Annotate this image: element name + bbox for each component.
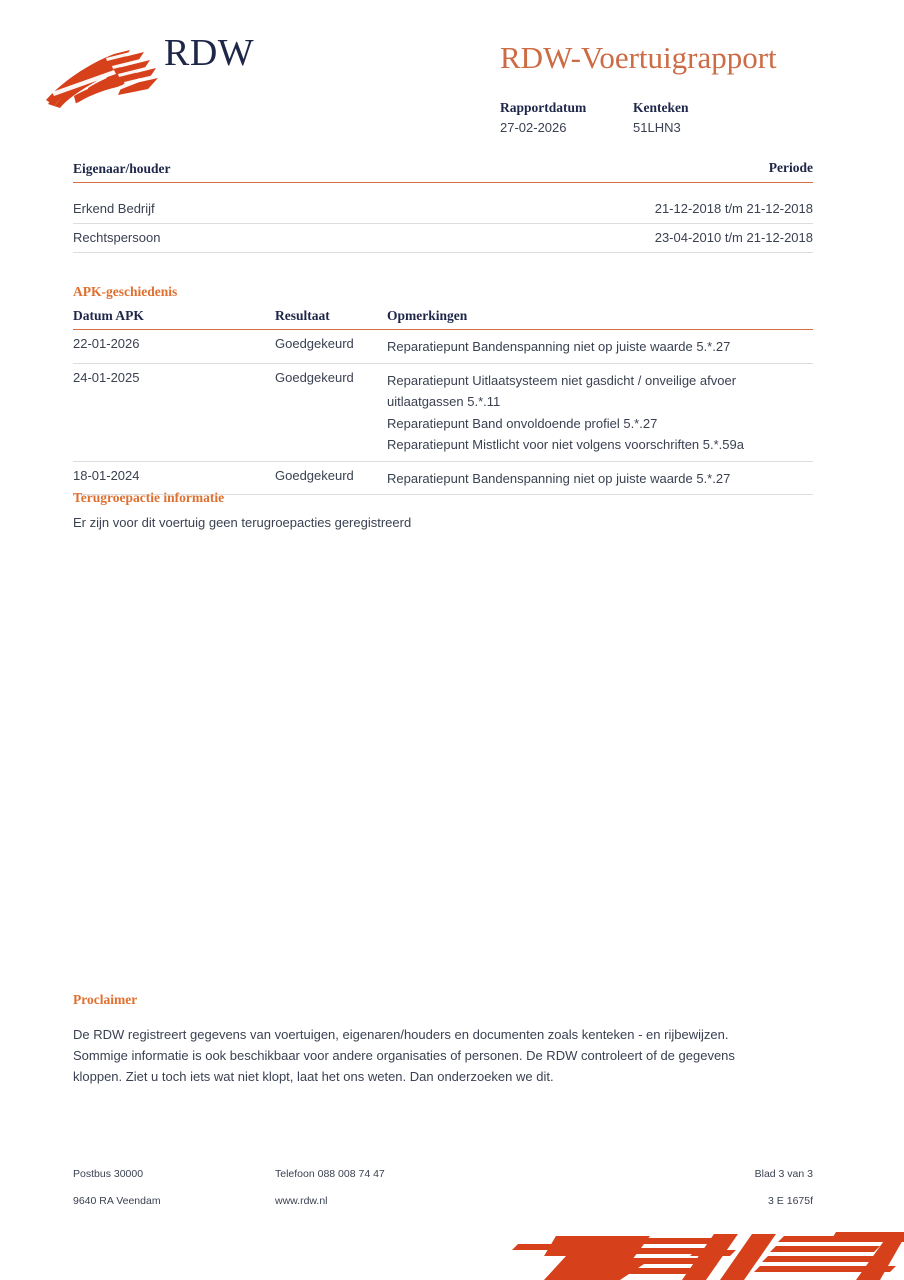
apk-remarks xyxy=(387,468,813,490)
apk-remark-line: uitlaatgassen 5.*.11 xyxy=(387,394,501,409)
apk-result: Goedgekeurd xyxy=(275,336,354,351)
table-row xyxy=(73,330,813,363)
recall-section-text: Er zijn voor dit voertuig geen terugroepacties geregistreerd xyxy=(73,515,412,530)
meta-kenteken-value: 51LHN3 xyxy=(633,119,681,135)
meta-kenteken xyxy=(633,98,689,138)
apk-col-remarks: Opmerkingen xyxy=(387,308,468,323)
page-footer xyxy=(73,1168,813,1222)
footer-phone: Telefoon 088 008 74 47 xyxy=(275,1168,385,1180)
page-title: RDW-Voertuigrapport xyxy=(500,40,777,75)
owner-type: Erkend Bedrijf xyxy=(73,201,155,216)
meta-rapportdatum-label: Rapportdatum xyxy=(500,100,587,115)
apk-col-date: Datum APK xyxy=(73,308,144,323)
owner-period: 21-12-2018 t/m 21-12-2018 xyxy=(654,201,813,216)
footer-city: 9640 RA Veendam xyxy=(73,1195,161,1207)
rdw-wordmark: RDW xyxy=(164,32,255,74)
footer-address: Postbus 30000 xyxy=(73,1168,144,1180)
apk-history-section xyxy=(73,283,813,495)
meta-rapportdatum xyxy=(500,98,633,138)
apk-remark-line: Reparatiepunt Bandenspanning niet op juiste waarde 5.*.27 xyxy=(387,470,731,486)
apk-col-result: Resultaat xyxy=(275,308,330,323)
disclaimer-text xyxy=(73,1024,793,1087)
table-row xyxy=(73,195,813,223)
meta-kenteken-label: Kenteken xyxy=(633,100,689,115)
rdw-bottom-stripes-graphic xyxy=(500,1222,904,1280)
report-header xyxy=(0,28,904,148)
footer-page-number: Blad 3 van 3 xyxy=(754,1168,813,1180)
owner-section-title: Eigenaar/houder xyxy=(73,161,171,176)
owner-period: 23-04-2010 t/m 21-12-2018 xyxy=(654,229,813,245)
disclaimer-section-title: Proclaimer xyxy=(73,992,138,1007)
disclaimer-line: kloppen. Ziet u toch iets wat niet klopt, laat het ons weten. Dan onderzoeken we dit. xyxy=(73,1069,554,1084)
table-row xyxy=(73,364,813,461)
apk-date: 22-01-2026 xyxy=(73,336,140,351)
owner-section xyxy=(73,160,813,253)
apk-section-title: APK-geschiedenis xyxy=(73,284,178,299)
apk-date: 18-01-2024 xyxy=(73,467,140,483)
recall-section-title: Terugroepactie informatie xyxy=(73,490,225,505)
disclaimer-section xyxy=(73,991,813,1087)
footer-form-code: 3 E 1675f xyxy=(768,1195,813,1207)
apk-date: 24-01-2025 xyxy=(73,369,140,385)
apk-result: Goedgekeurd xyxy=(275,467,354,483)
apk-table-header xyxy=(73,308,813,326)
report-meta xyxy=(500,98,840,138)
owner-section-header xyxy=(73,160,813,179)
recall-section xyxy=(73,489,813,533)
owner-type: Rechtspersoon xyxy=(73,229,161,245)
apk-remark-line: Reparatiepunt Band onvoldoende profiel 5.*.27 xyxy=(387,415,658,431)
meta-rapportdatum-value: 27-02-2026 xyxy=(500,119,567,135)
apk-remarks xyxy=(387,336,813,358)
apk-remark-line: Reparatiepunt Uitlaatsysteem niet gasdicht / onveilige afvoer xyxy=(387,372,737,388)
owner-spacer xyxy=(73,183,813,195)
disclaimer-line: De RDW registreert gegevens van voertuigen, eigenaren/houders en documenten zoals kenteken - en rijbewijzen. xyxy=(73,1027,729,1042)
footer-row xyxy=(73,1195,813,1222)
owner-period-title: Periode xyxy=(768,160,813,175)
table-row xyxy=(73,224,813,252)
apk-remark-line: Reparatiepunt Mistlicht voor niet volgens voorschriften 5.*.59a xyxy=(387,437,744,452)
disclaimer-line: Sommige informatie is ook beschikbaar voor andere organisaties of personen. De RDW controleert of de gegevens xyxy=(73,1048,735,1063)
apk-remarks xyxy=(387,370,813,456)
owner-row-divider xyxy=(73,252,813,253)
rdw-feather-icon xyxy=(44,48,166,110)
footer-row xyxy=(73,1168,813,1195)
rdw-logo xyxy=(44,34,304,108)
apk-remark-line: Reparatiepunt Bandenspanning niet op juiste waarde 5.*.27 xyxy=(387,339,731,354)
footer-website: www.rdw.nl xyxy=(275,1195,328,1207)
apk-result: Goedgekeurd xyxy=(275,369,354,385)
